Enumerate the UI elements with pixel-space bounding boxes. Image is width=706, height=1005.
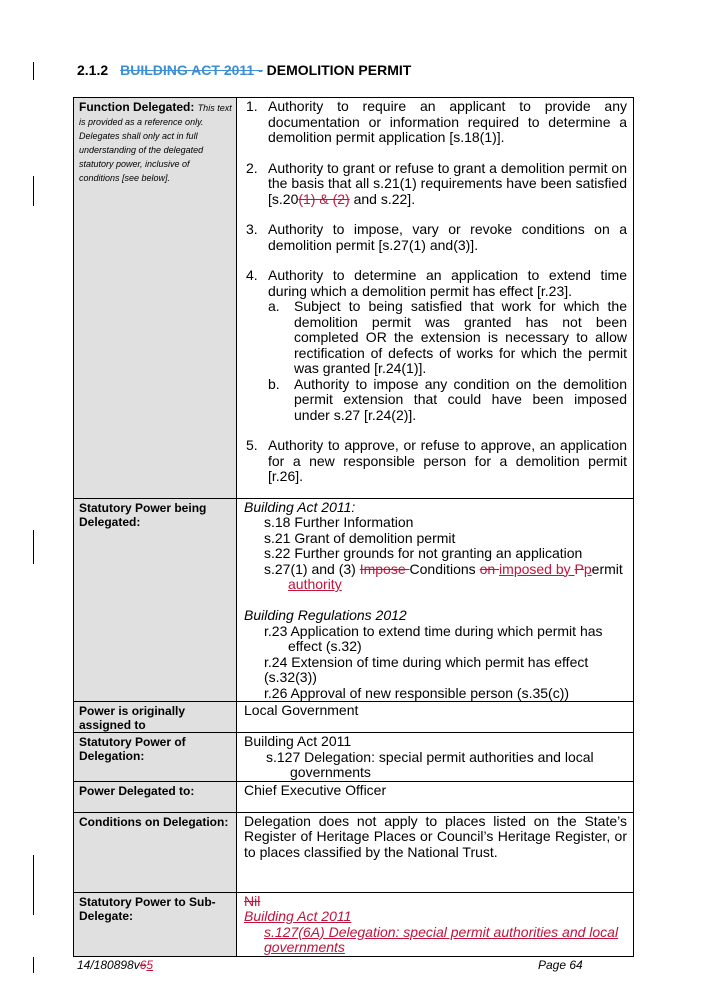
reference-note: This text is provided as a reference only. Delegates shall only act in full understanding of the delegated statutory power, inclusive of conditions [see below]. bbox=[79, 103, 232, 183]
label-cell bbox=[74, 498, 237, 702]
label-cell bbox=[74, 812, 237, 892]
document-reference: 14/180898v65 bbox=[77, 958, 154, 972]
change-bar bbox=[33, 62, 34, 80]
sub-list bbox=[268, 299, 627, 423]
row-label: Function Delegated: bbox=[79, 100, 195, 114]
sub-list-item: a. Subject to being satisfied that work for which the demolition permit was granted has not been completed OR the extension is necessary to allow rectification of defects of works for which the permit was granted [r.24(1)]. bbox=[268, 298, 627, 376]
list-item: 5. Authority to approve, or refuse to approve, an application for a new responsible person for a demolition permit [r.26]. bbox=[246, 437, 627, 484]
change-bar bbox=[33, 176, 34, 206]
row-value: Building Act 2011 bbox=[244, 733, 352, 749]
act-item: s.18 Further Information bbox=[264, 514, 414, 530]
deleted-text: (1) & (2) bbox=[298, 190, 350, 207]
row-power-of-delegation bbox=[74, 733, 634, 782]
delegation-table bbox=[73, 97, 634, 957]
sub-list-item: b. Authority to impose any condition on the demolition permit extension that could have been imposed under s.27 [r.24(2)]. bbox=[268, 375, 627, 423]
deleted-heading-prefix: BUILDING ACT 2011 - bbox=[120, 62, 263, 78]
row-delegated-to bbox=[74, 781, 634, 812]
act-item-s27: s.27(1) and (3) Impose Conditions on imposed by Ppermit bbox=[264, 560, 623, 577]
row-value: Delegation does not apply to places listed on the State’s Register of Heritage Places or Council’s Heritage Register, or to places classified by the National Trust. bbox=[244, 812, 627, 860]
regs-title: Building Regulations 2012 bbox=[244, 607, 407, 623]
list-item: 3. Authority to impose, vary or revoke conditions on a demolition permit [s.27(1) and(3)]. bbox=[246, 221, 627, 253]
row-value: Chief Executive Officer bbox=[244, 781, 387, 798]
row-label: Power Delegated to: bbox=[79, 783, 195, 798]
page-number: Page 64 bbox=[538, 958, 583, 972]
label-cell bbox=[74, 702, 237, 733]
deleted-value: Nil bbox=[244, 892, 261, 909]
act-item: s.22 Further grounds for not granting an application bbox=[264, 545, 583, 561]
regs-item: r.24 Extension of time during which permit has effect (s.32(3)) bbox=[264, 653, 589, 685]
deleted-version: 6 bbox=[139, 958, 147, 972]
row-label: Power is originally assigned to bbox=[79, 704, 186, 732]
value-cell bbox=[237, 733, 634, 782]
value-cell bbox=[237, 892, 634, 956]
row-conditions bbox=[74, 812, 634, 892]
section-title: DEMOLITION PERMIT bbox=[266, 62, 412, 78]
change-bar bbox=[33, 855, 34, 915]
inserted-version: 5 bbox=[146, 958, 154, 972]
row-label: Statutory Power being Delegated: bbox=[79, 500, 207, 529]
value-cell bbox=[237, 812, 634, 892]
function-list bbox=[244, 99, 627, 485]
regs-item: r.23 Application to extend time during which permit has effect (s.32) bbox=[264, 622, 603, 654]
label-cell bbox=[74, 892, 237, 956]
label-cell bbox=[74, 98, 237, 499]
list-item: 2. Authority to grant or refuse to grant a demolition permit on the basis that all s.21(1) requirements have been satisfied [s.20(1) & (2) and s.22]. bbox=[246, 159, 627, 207]
row-sub-delegate bbox=[74, 892, 634, 956]
row-originally-assigned bbox=[74, 702, 634, 733]
value-cell bbox=[237, 781, 634, 812]
list-item: 1. Authority to require an applicant to provide any documentation or information required to determine a demolition permit application [s.18(1)]. bbox=[246, 98, 627, 145]
inserted-act: Building Act 2011 bbox=[244, 908, 352, 924]
row-value: Local Government bbox=[244, 702, 359, 718]
row-function-delegated bbox=[74, 98, 634, 499]
list-item: 4. Authority to determine an application to extend time during which a demolition permit has effect [r.23]. a. Subject to being satisfied that work for which the demolition permit was granted has not been completed OR the extension is necessary to allow rectification of defects of works for which the permit was granted [r.24(1)]. b. Authority to impose any condition on the demolition permit extension that could have been imposed under s.27 [r.24(2)]. bbox=[246, 267, 627, 423]
row-value-section: s.127 Delegation: special permit authorities and local governments bbox=[266, 748, 594, 780]
row-statutory-power bbox=[74, 498, 634, 702]
row-label: Conditions on Delegation: bbox=[79, 814, 229, 829]
value-cell bbox=[237, 498, 634, 702]
value-cell bbox=[237, 98, 634, 499]
act-item: s.21 Grant of demolition permit bbox=[264, 529, 456, 546]
change-bar bbox=[33, 957, 34, 973]
value-cell bbox=[237, 702, 634, 733]
regs-item: r.26 Approval of new responsible person (s.35(c)) bbox=[264, 684, 570, 701]
label-cell bbox=[74, 781, 237, 812]
inserted-section: s.127(6A) Delegation: special permit authorities and local governments bbox=[264, 923, 619, 955]
section-heading bbox=[77, 62, 411, 78]
act-title: Building Act 2011: bbox=[244, 498, 356, 515]
label-cell bbox=[74, 733, 237, 782]
row-label: Statutory Power to Sub-Delegate: bbox=[79, 894, 216, 923]
act-item-s27-cont: authority bbox=[288, 576, 342, 592]
row-label: Statutory Power of Delegation: bbox=[79, 735, 186, 763]
section-number: 2.1.2 bbox=[77, 62, 109, 78]
change-bar bbox=[33, 530, 34, 564]
